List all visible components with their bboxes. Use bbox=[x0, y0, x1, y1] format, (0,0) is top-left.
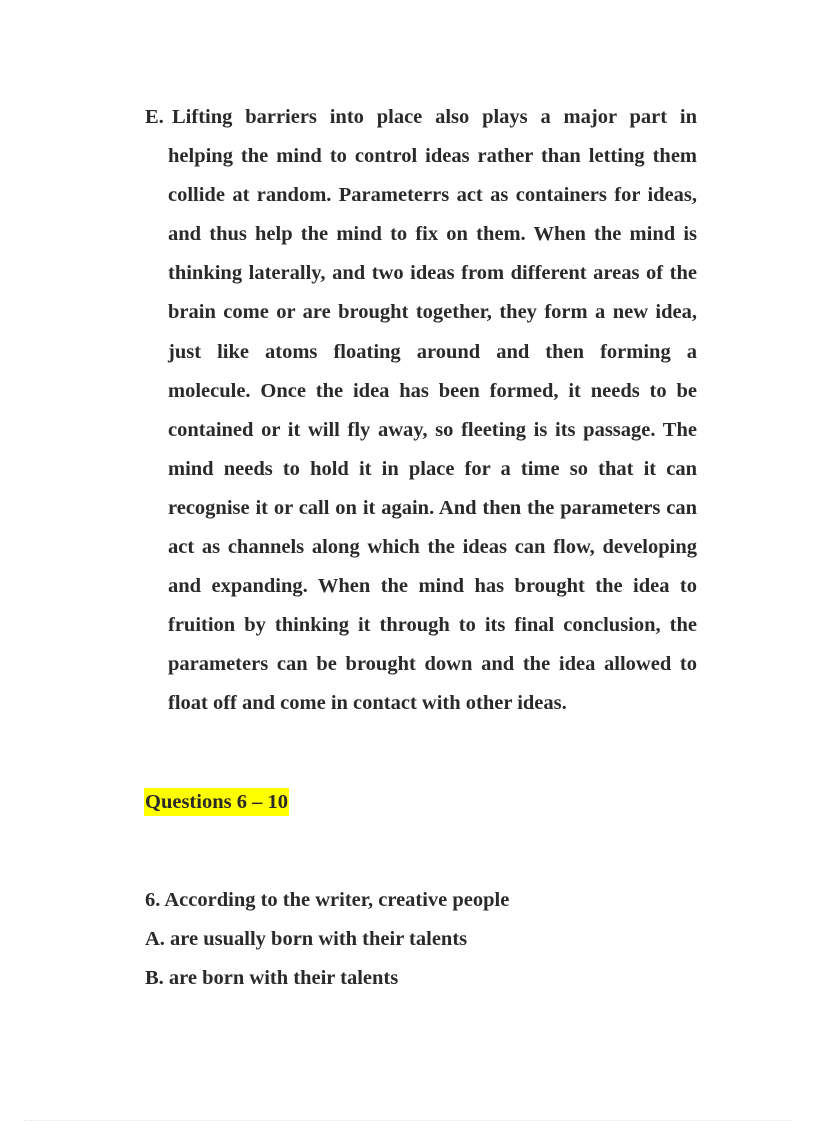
questions-heading: Questions 6 – 10 bbox=[144, 788, 289, 816]
question-option-a: A. are usually born with their talents bbox=[145, 928, 468, 950]
question-option-b: B. are born with their talents bbox=[145, 967, 399, 989]
passage-paragraph-e bbox=[145, 98, 697, 724]
question-stem: 6. According to the writer, creative people bbox=[145, 889, 510, 911]
page-bottom-divider bbox=[24, 1120, 792, 1121]
paragraph-label: E. bbox=[145, 106, 164, 128]
paragraph-text: Lifting barriers into place also plays a major part in helping the mind to control ideas rather than letting them collide at random. Parameterrs act as containers for ideas, and thus help the mind to fix on them. When the mind is thinking laterally, and two ideas from different areas of the brain come or are brought together, they form a new idea, just like atoms floating around and then forming a molecule. Once the idea has been formed, it needs to be contained or it will fly away, so fleeting is its passage. The mind needs to hold it in place for a time so that it can recognise it or call on it again. And then the parameters can act as channels along which the ideas can flow, developing and expanding. When the mind has brought the idea to fruition by thinking it through to its final conclusion, the parameters can be brought down and the idea allowed to float off and come in contact with other ideas. bbox=[168, 106, 697, 715]
